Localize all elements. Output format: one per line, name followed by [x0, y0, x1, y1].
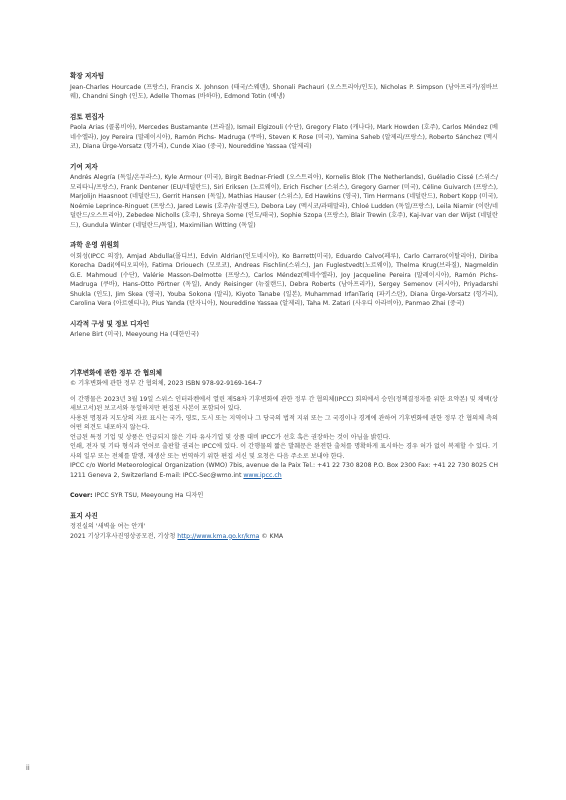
section-text: Arlene Birt (미국), Meeyoung Ha (대한민국): [70, 331, 199, 338]
ipcc-paragraph-2: 사용된 명칭과 지도상의 자료 표시는 국가, 영토, 도시 또는 지역이나 그 당국의 법적 지위 또는 그 국경이나 경계에 관하여 기후변화에 관한 정부 간 협의체 측의 어떤 의견도 내포하지 않는다.: [70, 414, 498, 431]
science-steering-section: [70, 241, 498, 309]
cover-credit: [70, 491, 498, 501]
section-heading: 검토 편집자: [70, 112, 105, 121]
page-content: [70, 72, 498, 552]
spacer: [70, 351, 498, 369]
section-text: 이회성(IPCC 의장), Amjad Abdulla(몰디브), Edvin Aldrian(인도네시아), Ko Barrett(미국), Eduardo Calvo(페루), Carlo Carraro(이탈리아), Diriba Korecha Dadi(에티오피아), Fatima Driouech (모로코), Andreas Fischlin(스위스), Jan Fuglestvedt(노르웨이), Thelma Krug(브라질), Nagmeldin G.E. Mahmoud (수단), Valérie Masson-Delmotte (프랑스), Carlos Méndez(베네수엘라), Joy Jacqueline Pereira (말레이시아), Ramón Pichs-Madruga (쿠바), Hans-Otto Pörtner (독일), Andy Reisinger (뉴질랜드), Debra Roberts (남아프리카), Sergey Semenov (러시아), Priyadarshi Shukla (인도), Jim Skea (영국), Youba Sokona (말리), Kiyoto Tanabe (일본), Muhammad IrfanTariq (파키스탄), Diana Ürge-Vorsatz (헝가리), Carolina Vera (아르헨티나), Pius Yanda (탄자니아), Noureddine Yassaa (알제리), Taha M. Zatari (사우디 아라비아), Panmao Zhai (중국): [70, 252, 498, 307]
section-heading: 표지 사진: [70, 511, 98, 520]
cover-label: Cover:: [70, 492, 93, 499]
cover-text: IPCC SYR TSU, Meeyoung Ha 디자인: [94, 492, 204, 499]
visual-design-section: [70, 320, 498, 340]
section-text: Andrés Alegría (독일/온두라스), Kyle Armour (미국), Birgit Bednar-Friedl (오스트리아), Kornelis Blok (The Netherlands), Guéladio Cissé (스위스/모리타니/프랑스), Frank Dentener (EU/네덜란드), Siri Eriksen (노르웨이), Erich Fischer (스위스), Gregory Garner (미국), Céline Guivarch (프랑스), Marjolijn Haasnoot (네덜란드), Gerrit Hansen (독일), Mathias Hauser (스위스), Ed Hawkins (영국), Tim Hermans (네덜란드), Robert Kopp (미국), Noémie Leprince-Ringuet (프랑스), Jared Lewis (호주/뉴질랜드), Debora Ley (멕시코/과테말라), Chloé Ludden (독일/프랑스), Leila Niamir (이란/네덜란드/오스트리아), Zebedee Nicholls (호주), Shreya Some (인도/태국), Sophie Szopa (프랑스), Blair Trewin (호주), Kaj-Ivar van der Wijst (네덜란드), Gundula Winter (네덜란드/독일), Maximilian Witting (독일): [70, 174, 498, 229]
section-text: Paola Arias (콜롬비아), Mercedes Bustamante (브라질), Ismail Elgizouli (수단), Gregory Flato (캐나다), Mark Howden (호주), Carlos Méndez (베네수엘라), Joy Pereira (말레이시아), Ramón Pichs- Madruga (쿠바), Steven K Rose (미국), Yamina Saheb (알제리/프랑스), Roberto Sánchez (멕시코), Diana Ürge-Vorsatz (헝가리), Cunde Xiao (중국), Noureddine Yassaa (알제리): [70, 124, 498, 150]
ipcc-paragraph-1: 이 간행물은 2023년 3월 19일 스위스 인터라켄에서 열린 제58차 기후변화에 관한 정부 간 협의체(IPCC) 회의에서 승인(정책결정자를 위한 요약본) 및 채택(상세보고서)된 보고서와 동일하지만 편집된 사본이 포함되어 있다.: [70, 395, 498, 412]
section-heading: 기여 저자: [70, 162, 98, 171]
ipcc-address: [70, 461, 498, 480]
website-link[interactable]: www.ipcc.ch: [243, 471, 282, 479]
review-editors-section: [70, 113, 498, 152]
address-text: IPCC c/o World Meteorological Organization (WMO) 7bis, avenue de la Paix Tel.: +41 22 730 8208 P.O. Box 2300 Fax: +41 22 730 8025 CH 1211 Geneva 2, Switzerland E-mail: IPCC-Sec@wmo.int: [70, 462, 498, 479]
page-number: ii: [26, 764, 30, 772]
section-heading: 과학 운영 위원회: [70, 241, 120, 249]
ipcc-paragraph-4: 인쇄, 전자 및 기타 형식과 언어로 출판할 권리는 IPCC에 있다. 이 간행물의 짧은 발췌문은 완전한 출처를 명확하게 표시하는 경우 허가 없이 복제할 수 있다. 기사의 일부 또는 전체를 발행, 재생산 또는 번역하기 위한 편집 서신 및 요청은 다음 주소로 보내야 한다.: [70, 443, 498, 460]
extended-writing-team-section: [70, 72, 498, 102]
ipcc-section: [70, 369, 498, 481]
copyright-line: © 기후변화에 관한 정부 간 협의체, 2023 ISBN 978-92-9169-164-7: [70, 380, 263, 387]
cover-section: [70, 491, 498, 501]
section-heading: 기후변화에 관한 정부 간 협의체: [70, 368, 162, 377]
section-heading: 시각적 구성 및 정보 디자인: [70, 319, 150, 328]
contributing-authors-section: [70, 163, 498, 231]
kma-link[interactable]: http://www.kma.go.kr/kma: [177, 532, 260, 540]
photo-credit-suffix: © KMA: [261, 532, 284, 540]
section-heading: 확장 저자팀: [70, 72, 105, 80]
photo-credit: [70, 532, 498, 542]
photo-credit-prefix: 2021 기상기후사진영상공모전, 기상청: [70, 532, 176, 540]
section-text: Jean-Charles Hourcade (프랑스), Francis X. Johnson (태국/스웨덴), Shonali Pachauri (오스트리아/인도), Nicholas P. Simpson (남아프리카/짐바브웨), Chandni Singh (인도), Adelle Thomas (바하마), Edmond Totin (베냉): [70, 83, 498, 100]
photo-title: 정진실의 '새벽을 여는 안개': [70, 523, 146, 530]
ipcc-paragraph-3: 언급된 특정 기업 및 상품은 언급되지 않은 기타 유사기업 및 상품 대비 IPCC가 선호 혹은 권장하는 것이 아님을 밝힌다.: [70, 433, 391, 441]
cover-photo-section: [70, 512, 498, 542]
